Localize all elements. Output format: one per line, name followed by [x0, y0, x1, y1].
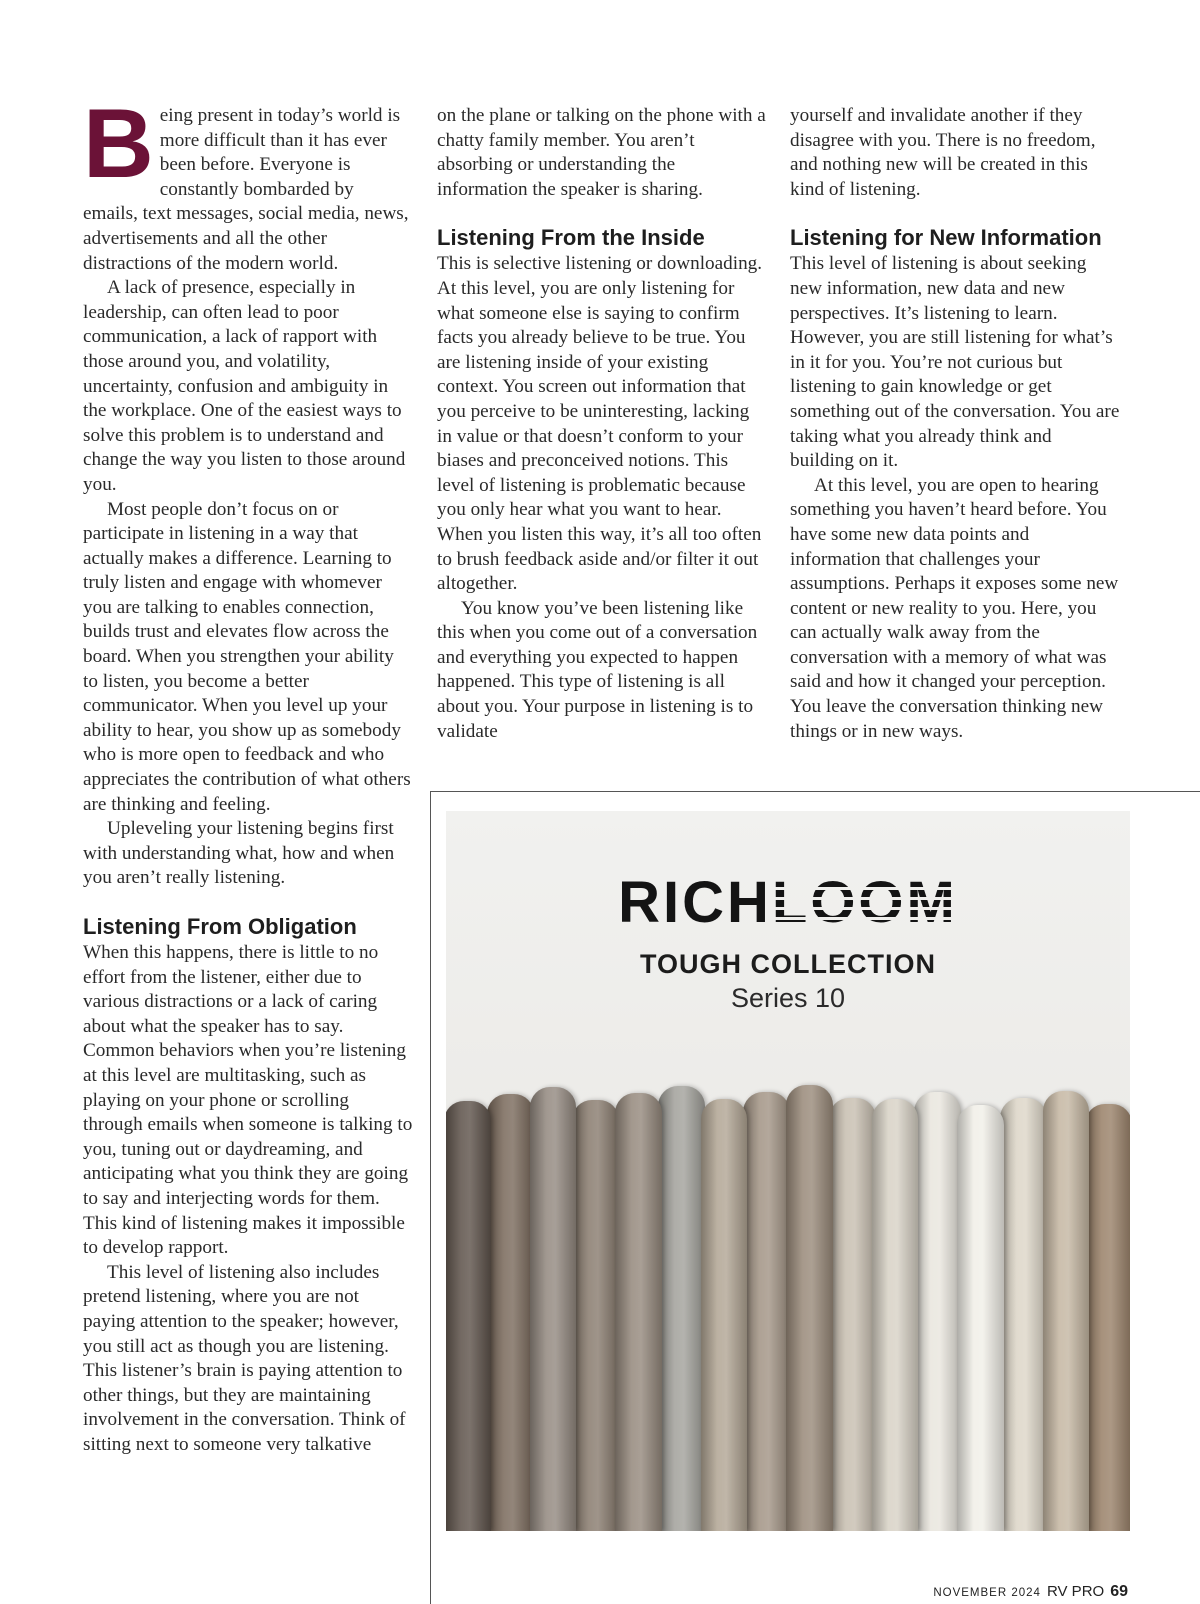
richloom-logo: [446, 869, 1130, 936]
fabric-roll: [914, 1092, 961, 1531]
ad-frame-divider: [430, 791, 431, 1604]
article-column-2: [437, 104, 767, 744]
ad-subtitle: Series 10: [730, 983, 846, 1013]
fabric-roll: [615, 1093, 662, 1531]
fabric-roll: [786, 1085, 833, 1531]
article-column-1: [83, 88, 413, 1457]
logo-text: RICH: [618, 870, 772, 935]
fabric-rolls-image: [446, 1061, 1130, 1531]
page-footer: [933, 1583, 1128, 1601]
paragraph: yourself and invalidate another if they disagree with you. There is no freedom, and nothing new will be created in this kind of listening.: [790, 105, 1096, 200]
richloom-advertisement: [446, 811, 1130, 1531]
paragraph: A lack of presence, especially in leadership, can often lead to poor communication, a lack of rapport with those around you, and volatility, uncertainty, confusion and ambiguity in the workplace. One of the easiest ways to solve this problem is to understand and change the way you listen to those around you.: [83, 277, 406, 495]
article-column-3: [790, 104, 1120, 744]
ad-frame-divider: [430, 791, 1200, 792]
ad-title: TOUGH COLLECTION: [640, 949, 936, 979]
page-number: 69: [1110, 1583, 1128, 1600]
paragraph: When this happens, there is little to no effort from the listener, either due to various distractions or a lack of caring about what the speaker has to say. Common behaviors when you’re listening at this level are multitasking, such as playing on your phone or scrolling through emails when someone is talking to you, tuning out or daydreaming, and anticipating what you think they are going to say and interjecting words for them. This kind of listening makes it impossible to develop rapport.: [83, 942, 413, 1259]
paragraph: You know you’ve been listening like this when you come out of a conversation and everything you expected to happen happened. This type of listening is all about you. Your purpose in listening is to validate: [437, 597, 758, 742]
drop-cap: B: [83, 88, 154, 198]
fabric-roll: [446, 1101, 491, 1531]
paragraph: Most people don’t focus on or participate in listening in a way that actually makes a difference. Learning to truly listen and engage with whomever you are talking to enables connection, builds trust and elevates flow across the board. When you strengthen your ability to listen, you become a better communicator. When you level up your ability to hear, you show up as somebody who is more open to feedback and who appreciates the contribution of what others are thinking and feeling.: [83, 498, 411, 815]
section-heading-inside: Listening From the Inside: [437, 225, 705, 251]
section-heading-obligation: Listening From Obligation: [83, 914, 357, 939]
fabric-roll: [743, 1092, 790, 1531]
fabric-roll: [829, 1098, 876, 1531]
fabric-roll: [530, 1087, 577, 1531]
fabric-roll: [957, 1105, 1004, 1531]
paragraph: This level of listening also includes pretend listening, where you are not paying attention to the speaker; however, you still act as though you are listening. This listener’s brain is paying attention to other things, but they are maintaining involvement in the conversation. Think of sitting next to someone very talkative: [83, 1261, 406, 1455]
fabric-roll: [658, 1086, 705, 1531]
paragraph: This is selective listening or downloading. At this level, you are only listening for what someone else is saying to confirm facts you already believe to be true. You are listening inside of your existing context. You screen out information that you perceive to be uninteresting, lacking in value or that doesn’t conform to your biases and preconceived notions. This level of listening is problematic because you only hear what you want to hear. When you listen this way, it’s all too often to brush feedback aside and/or filter it out altogether.: [437, 253, 763, 595]
fabric-roll: [1043, 1091, 1090, 1531]
fabric-roll: [872, 1099, 919, 1531]
logo-text-striped: LOOM: [771, 870, 958, 935]
issue-date: NOVEMBER 2024: [933, 1587, 1041, 1599]
paragraph: Upleveling your listening begins first with understanding what, how and when you aren’t really listening.: [83, 818, 395, 889]
fabric-roll: [701, 1099, 748, 1531]
section-heading-new-information: Listening for New Information: [790, 225, 1102, 251]
paragraph: eing present in today’s world is more difficult than it has ever been before. Everyone is constantly bombarded by emails, text messages, social media, news, advertisements and all the other distractions of the modern world.: [83, 105, 409, 274]
magazine-name: RV PRO: [1046, 1583, 1105, 1600]
fabric-roll: [572, 1100, 619, 1531]
paragraph: on the plane or talking on the phone with a chatty family member. You aren’t absorbing or understanding the information the speaker is sharing.: [437, 105, 766, 200]
fabric-roll: [487, 1094, 534, 1531]
paragraph: At this level, you are open to hearing something you haven’t heard before. You have some new data points and information that challenges your assumptions. Perhaps it exposes some new content or new reality to you. Here, you can actually walk away from the conversation with a memory of what was said and how it changed your perception. You leave the conversation thinking new things or in new ways.: [790, 474, 1119, 742]
fabric-roll: [1085, 1104, 1130, 1531]
fabric-roll: [1000, 1098, 1047, 1531]
paragraph: This level of listening is about seeking new information, new data and new perspectives. It’s listening to learn. However, you are still listening for what’s in it for you. You’re not curious but listening to gain knowledge or get something out of the conversation. You are taking what you already think and building on it.: [790, 253, 1120, 472]
